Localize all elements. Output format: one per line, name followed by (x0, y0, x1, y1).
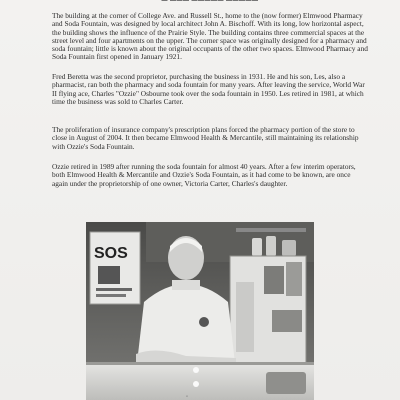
paragraph-1-block (52, 12, 368, 62)
paragraph-2-block (52, 73, 368, 106)
soda-fountain-photo (86, 222, 314, 400)
paragraph-4: Ozzie retired in 1989 after running the soda fountain for almost 40 years. After a few interim operators, both Elmwood Health & Mercantile and Ozzie's Soda Fountain, as it had come to be known, are once again under the proprietorship of one owner, Victoria Carter, Charles's daughter. (52, 162, 356, 188)
cutoff-heading: ▬ ▬▬▬ ▬▬▬▬▬ ▬▬▬▬▬ (161, 0, 259, 3)
sign-text: SOS (94, 245, 128, 262)
caption-mark: ◦ (186, 394, 189, 400)
paragraph-2: Fred Beretta was the second proprietor, purchasing the business in 1931. He and his son, Les, also a pharmacist, ran both the pharmacy and soda fountain for many years. After leaving the service, World War II flying ace, Charles "Ozzie" Osbourne took over the soda fountain in 1950. Les retired in 1981, at which time the business was sold to Charles Carter. (52, 72, 365, 106)
paragraph-3: The proliferation of insurance company's prescription plans forced the pharmacy portion of the store to close in August of 2004. It then became Elmwood Health & Mercantile, still maintaining its relationship with Ozzie's Soda Fountain. (52, 125, 359, 151)
paragraph-1: The building at the corner of College Ave. and Russell St., home to the (now former) Elmwood Pharmacy and Soda Fountain, was designed by local architect John A. Bischoff. With its long, low horizontal aspect, the building shows the influence of the Prairie Style. The building contains three commercial spaces at the street level and four apartments on the upper. The corner space was originally designed for a pharmacy and soda fountain; little is known about the original occupants of the other two spaces. Elmwood Pharmacy and Soda Fountain first opened in January 1921. (52, 11, 368, 62)
paragraph-3-block (52, 126, 368, 151)
paragraph-4-block (52, 163, 368, 188)
photo-illustration (86, 222, 314, 400)
